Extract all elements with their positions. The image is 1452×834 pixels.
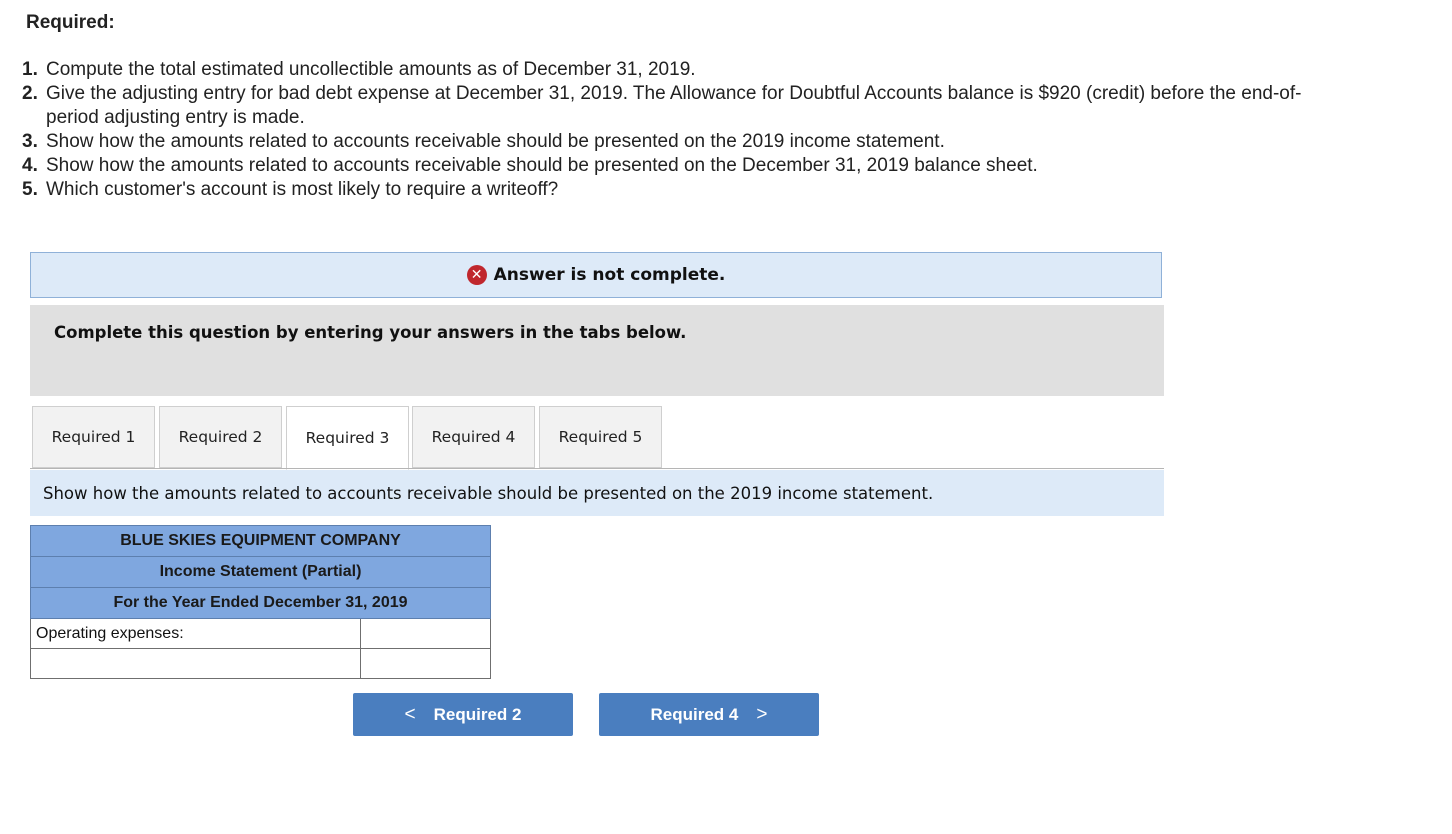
chevron-right-icon: > — [756, 703, 768, 725]
chevron-left-icon: < — [404, 703, 416, 725]
statement-header-row — [31, 526, 491, 557]
instructions-panel — [30, 305, 1164, 396]
tab-required-3[interactable]: Required 3 — [286, 406, 409, 470]
table-row — [31, 649, 491, 679]
question-prompt: Show how the amounts related to accounts receivable should be presented on the 2019 income statement. — [30, 470, 1164, 516]
requirement-item — [22, 154, 1322, 178]
requirement-number: 2. — [22, 83, 38, 104]
requirements-list — [22, 58, 1322, 202]
requirement-text: Compute the total estimated uncollectible amounts as of December 31, 2019. — [46, 59, 696, 80]
tab-required-2[interactable]: Required 2 — [159, 406, 282, 468]
required-heading: Required: — [26, 12, 115, 33]
answer-status-banner — [30, 252, 1162, 298]
tab-required-4[interactable]: Required 4 — [412, 406, 535, 468]
previous-required-button[interactable] — [353, 693, 573, 736]
statement-title: Income Statement (Partial) — [31, 557, 491, 588]
row-label-input[interactable] — [31, 649, 361, 679]
instructions-text: Complete this question by entering your answers in the tabs below. — [54, 323, 687, 342]
next-required-button[interactable] — [599, 693, 819, 736]
row-amount-input[interactable] — [361, 619, 491, 649]
row-amount-input[interactable] — [361, 649, 491, 679]
statement-company-name: BLUE SKIES EQUIPMENT COMPANY — [31, 526, 491, 557]
statement-header-row — [31, 557, 491, 588]
requirement-number: 5. — [22, 179, 38, 200]
requirement-item — [22, 178, 1322, 202]
requirement-item — [22, 82, 1322, 130]
x-circle-icon: ✕ — [467, 265, 487, 285]
table-row — [31, 619, 491, 649]
requirement-number: 1. — [22, 59, 38, 80]
answer-status-text: Answer is not complete. — [493, 265, 726, 285]
previous-button-label: Required 2 — [433, 704, 522, 724]
next-button-label: Required 4 — [650, 704, 739, 724]
tab-required-5[interactable]: Required 5 — [539, 406, 662, 468]
requirement-item — [22, 58, 1322, 82]
statement-header-row — [31, 588, 491, 619]
tab-required-1[interactable]: Required 1 — [32, 406, 155, 468]
requirement-text: Show how the amounts related to accounts receivable should be presented on the 2019 income statement. — [46, 131, 945, 152]
requirement-text: Show how the amounts related to accounts receivable should be presented on the December 31, 2019 balance sheet. — [46, 155, 1038, 176]
requirement-item — [22, 130, 1322, 154]
requirement-text: Which customer's account is most likely to require a writeoff? — [46, 179, 559, 200]
requirement-text: Give the adjusting entry for bad debt expense at December 31, 2019. The Allowance for Doubtful Accounts balance is $920 (credit) before the end-of-period adjusting entry is made. — [46, 83, 1302, 128]
income-statement-table — [30, 525, 491, 679]
row-label-input[interactable]: Operating expenses: — [31, 619, 361, 649]
tab-divider — [30, 468, 1164, 469]
statement-period: For the Year Ended December 31, 2019 — [31, 588, 491, 619]
requirement-number: 4. — [22, 155, 38, 176]
requirement-number: 3. — [22, 131, 38, 152]
